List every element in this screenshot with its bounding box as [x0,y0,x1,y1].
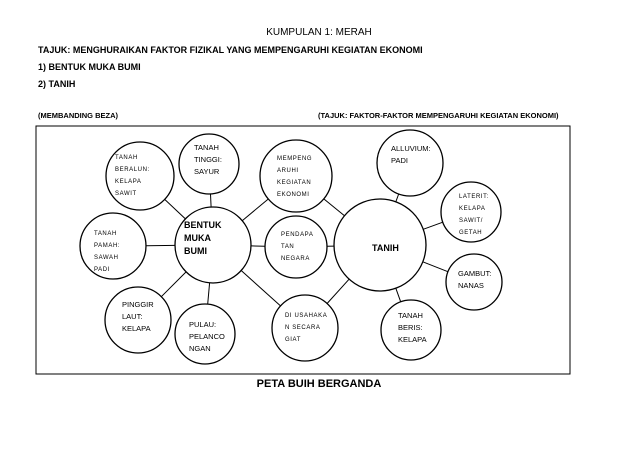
edge-tanih-alluvium [396,194,399,202]
bubble-nodes [80,130,502,364]
node-diusaha-label: GIAT [285,337,301,343]
node-alluvium-label: PADI [391,156,408,165]
node-laterit-label: SAWIT/ [459,218,484,224]
node-gambut-label: GAMBUT: [458,269,492,278]
edge-bentuk-tinggi [211,194,212,207]
node-diusaha-label: N SECARA [285,325,321,331]
node-beralun-label: BERALUN: [115,167,150,173]
edge-tanih-gambut [423,262,448,272]
node-pendapatan-label: NEGARA [281,256,310,262]
node-laterit-label: GETAH [459,230,483,236]
node-gambut [446,254,502,310]
node-paya-label: SAWAH [94,255,119,261]
node-pulau-label: PELANCO [189,332,225,341]
node-tinggi [179,134,239,194]
node-beralun [106,142,174,210]
node-laterit [441,182,501,242]
node-mempeng-label: EKONOMI [277,192,310,198]
node-tinggi-label: TANAH [194,143,219,152]
item-bentuk-muka-bumi: 1) BENTUK MUKA BUMI [38,62,141,72]
node-bentuk-label: BENTUK [184,220,222,230]
node-mempeng-label: ARUHI [277,168,299,174]
node-bentuk-bubble [175,207,251,283]
node-beralun-label: SAWIT [115,191,137,197]
edge-bentuk-pinggir [161,272,186,297]
node-paya-label: PADI [94,267,110,273]
node-mempeng-label: MEMPENG [277,156,313,162]
node-beris-label: KELAPA [398,335,427,344]
node-paya-label: TANAH [94,231,117,237]
node-beralun-label: KELAPA [115,179,142,185]
node-alluvium [377,130,443,196]
node-paya [80,213,146,279]
node-beris-label: BERIS: [398,323,423,332]
edge-bentuk-beralun [165,199,186,219]
edge-tanih-mempeng [324,199,345,216]
item-tanih: 2) TANIH [38,79,76,89]
node-beris [381,300,441,360]
node-pulau [175,304,235,364]
node-beris-label: TANAH [398,311,423,320]
node-pinggir-label: KELAPA [122,324,151,333]
node-laterit-label: LATERIT: [459,194,490,200]
node-gambut-label: NANAS [458,281,484,290]
node-pulau-label: PULAU: [189,320,217,329]
edge-tanih-laterit [423,222,443,229]
edge-tanih-diusaha [327,279,349,303]
node-beralun-label: TANAH [115,155,138,161]
node-bentuk [175,207,251,283]
node-tinggi-label: SAYUR [194,167,220,176]
node-mempeng-label: KEGIATAN [277,180,312,186]
node-bentuk-label: BUMI [184,246,207,256]
edge-bentuk-pulau [208,283,210,304]
node-pinggir-label: LAUT: [122,312,143,321]
node-bentuk-label: MUKA [184,233,211,243]
node-tinggi-label: TINGGI: [194,155,222,164]
topic-line: TAJUK: MENGHURAIKAN FAKTOR FIZIKAL YANG MEMPENGARUHI KEGIATAN EKONOMI [38,45,423,55]
node-laterit-label: KELAPA [459,206,486,212]
node-pendapatan-label: PENDAPA [281,232,314,238]
node-pendapatan [265,216,327,278]
node-pendapatan-label: TAN [281,244,295,250]
node-pinggir-label: PINGGIR [122,300,154,309]
node-diusaha [272,295,338,361]
node-mempeng [260,140,332,212]
topic-note: (TAJUK: FAKTOR-FAKTOR MEMPENGARUHI KEGIATAN EKONOMI) [318,111,559,120]
edge-bentuk-mempeng [242,199,268,221]
node-alluvium-label: ALLUVIUM: [391,144,431,153]
node-tanih-label: TANIH [372,243,399,253]
map-label: PETA BUIH BERGANDA [256,378,382,390]
group-title: KUMPULAN 1: MERAH [266,27,372,38]
node-pinggir [105,287,171,353]
node-beralun-bubble [106,142,174,210]
node-mempeng-bubble [260,140,332,212]
edge-tanih-beris [396,288,401,302]
node-alluvium-bubble [377,130,443,196]
node-paya-label: PAMAH: [94,243,121,249]
node-pendapatan-bubble [265,216,327,278]
node-tanih [334,199,426,291]
edge-bentuk-diusaha [241,271,280,306]
compare-label: (MEMBANDING BEZA) [38,111,118,120]
node-pulau-label: NGAN [189,344,211,353]
node-diusaha-label: DI USAHAKA [285,313,328,319]
